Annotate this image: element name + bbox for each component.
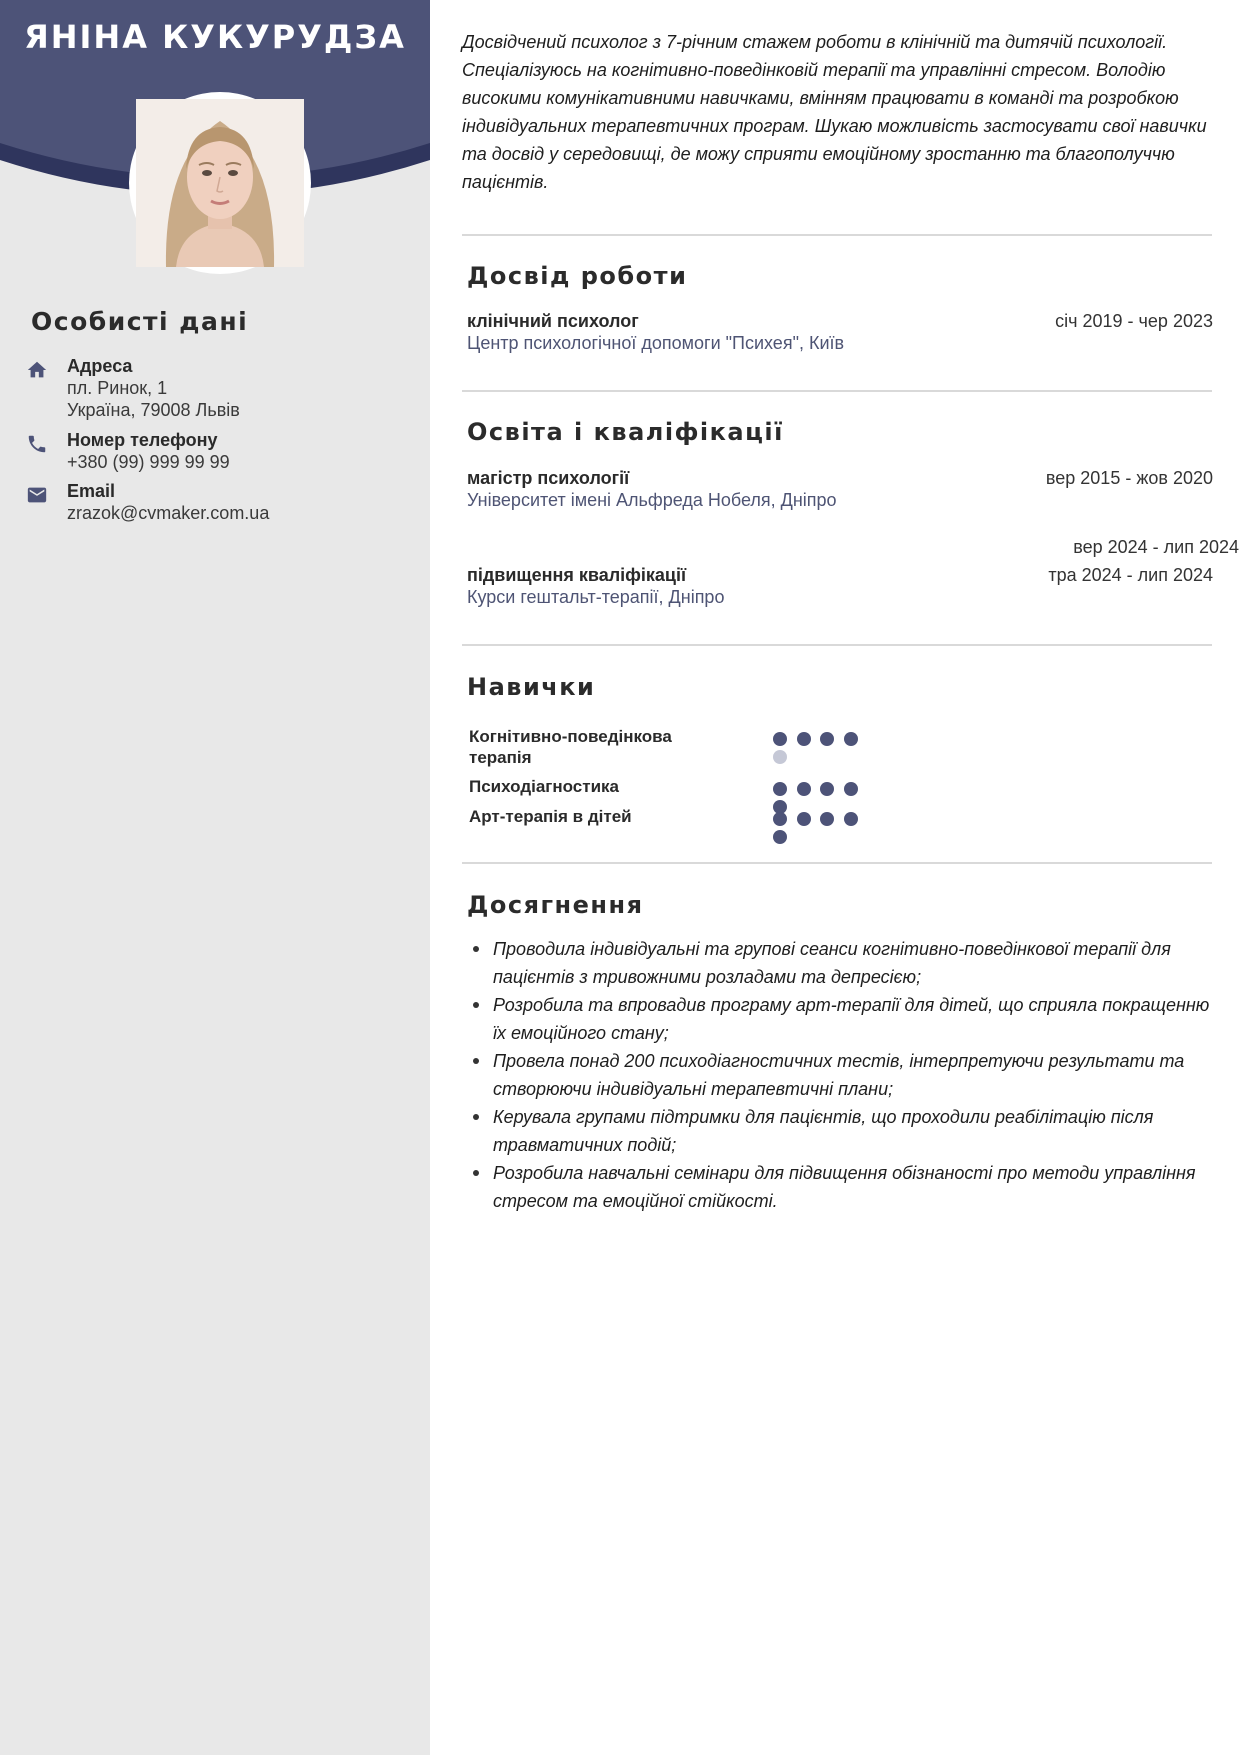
skills-heading: Навички [467, 673, 596, 701]
sidebar [0, 0, 430, 1755]
bullet-icon [473, 1170, 479, 1176]
divider [462, 644, 1212, 646]
personal-data-heading: Особисті дані [31, 307, 249, 336]
profile-photo [136, 99, 304, 267]
rating-dot-filled [773, 782, 787, 796]
rating-dot-filled [820, 782, 834, 796]
education-dates: тра 2024 - лип 2024 [1048, 565, 1213, 585]
skill-rating [773, 782, 869, 796]
rating-dot-empty [773, 750, 787, 764]
job-place: Центр психологічної допомоги "Психея", Київ [467, 333, 845, 353]
skill-row [469, 776, 869, 797]
contact-phone [26, 429, 406, 473]
bullet-icon [473, 1114, 479, 1120]
education-dates: вер 2015 - жов 2020 [1045, 468, 1213, 488]
achievements-list [462, 935, 1222, 1215]
rating-dot-filled [844, 732, 858, 746]
education-entry [467, 564, 1213, 608]
list-item: Провела понад 200 психодіагностичних тестів, інтерпретуючи результати та створюючи індивідуальні терапевтичні плани; [462, 1047, 1222, 1103]
rating-dot-filled [797, 782, 811, 796]
list-item: Керувала групами підтримки для пацієнтів, що проходили реабілітацію після травматичних подій; [462, 1103, 1222, 1159]
experience-entry [467, 310, 1213, 354]
bullet-icon [473, 946, 479, 952]
phone-label: Номер телефону [67, 430, 218, 450]
divider [462, 234, 1212, 236]
profile-photo-frame [129, 92, 311, 274]
skill-row [469, 726, 869, 768]
skill-rating [773, 732, 869, 746]
list-item: Розробила навчальні семінари для підвищення обізнаності про методи управління стресом та емоційної стійкості. [462, 1159, 1222, 1215]
skill-rating [773, 812, 869, 826]
rating-dot-filled [820, 732, 834, 746]
contact-email [26, 480, 406, 524]
skill-name: Когнітивно-поведінкова терапія [469, 727, 672, 767]
skill-name: Психодіагностика [469, 777, 619, 796]
education-degree: підвищення кваліфікації [467, 565, 687, 585]
mail-icon [26, 484, 48, 506]
clipped-date-text: вер 2024 - лип 2024 [1073, 537, 1239, 557]
job-dates: січ 2019 - чер 2023 [1055, 311, 1213, 331]
bullet-icon [473, 1002, 479, 1008]
divider [462, 862, 1212, 864]
rating-dot-filled [773, 830, 787, 844]
address-label: Адреса [67, 356, 133, 376]
education-heading: Освіта і кваліфікації [467, 418, 784, 446]
list-item: Проводила індивідуальні та групові сеанси когнітивно-поведінкової терапії для пацієнтів з тривожними розладами та депресією; [462, 935, 1222, 991]
profile-summary: Досвідчений психолог з 7-річним стажем роботи в клінічній та дитячій психології. Спеціалізуюсь на когнітивно-поведінковій терапії та управлінні стресом. Володію високими комунікативними навичками, вмінням працювати в команді та розробкою індивідуальних терапевтичних програм. Шукаю можливість застосувати свої навички та досвід у середовищі, де можу сприяти емоційному зростанню та благополуччю пацієнтів. [462, 32, 1207, 192]
rating-dot-filled [844, 782, 858, 796]
rating-dot-filled [773, 812, 787, 826]
home-icon [26, 359, 48, 381]
list-item: Розробила та впровадив програму арт-терапії для дітей, що сприяла покращенню їх емоційного стану; [462, 991, 1222, 1047]
main-content [430, 0, 1240, 1755]
job-role: клінічний психолог [467, 311, 639, 331]
skill-row [469, 806, 869, 827]
rating-dot-filled [773, 732, 787, 746]
address-line-1: пл. Ринок, 1 [67, 378, 168, 398]
achievements-heading: Досягнення [467, 891, 644, 919]
experience-heading: Досвід роботи [467, 262, 688, 290]
divider [462, 390, 1212, 392]
contact-address [26, 355, 406, 421]
education-degree: магістр психології [467, 468, 630, 488]
rating-dot-filled [844, 812, 858, 826]
rating-dot-filled [797, 812, 811, 826]
email-label: Email [67, 481, 116, 501]
email-value[interactable]: zrazok@cvmaker.com.ua [67, 503, 270, 523]
phone-icon [26, 433, 48, 455]
phone-value[interactable]: +380 (99) 999 99 99 [67, 452, 230, 472]
rating-dot-filled [797, 732, 811, 746]
education-entry [467, 467, 1213, 511]
bullet-icon [473, 1058, 479, 1064]
rating-dot-filled [820, 812, 834, 826]
address-line-2: Україна, 79008 Львів [67, 400, 240, 420]
candidate-name: ЯНІНА КУКУРУДЗА [24, 18, 406, 56]
education-institution: Курси гештальт-терапії, Дніпро [467, 587, 725, 607]
education-institution: Університет імені Альфреда Нобеля, Дніпро [467, 490, 837, 510]
skill-name: Арт-терапія в дітей [469, 807, 632, 826]
